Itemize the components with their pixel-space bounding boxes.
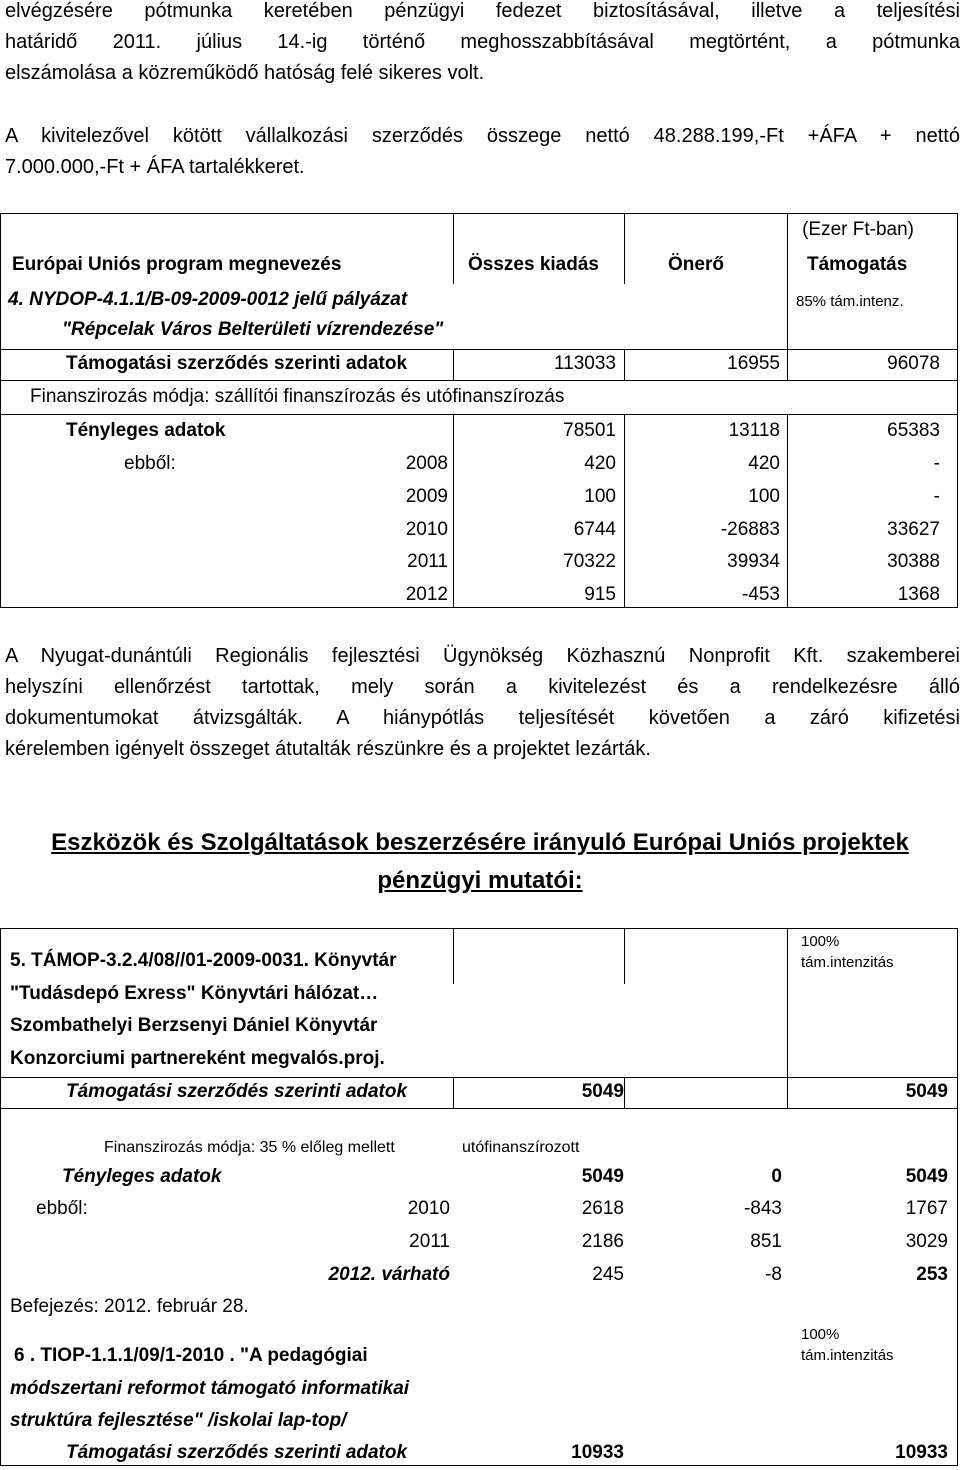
project-5-line-2: "Tudásdepó Exress" Könyvtári hálózat…: [10, 983, 379, 1004]
project-5-year-own: 851: [750, 1231, 782, 1252]
table-1-actual-support: 65383: [887, 420, 940, 441]
project-5-year-support: 1767: [905, 1198, 948, 1219]
table-1-year-total: 420: [584, 453, 616, 474]
project-5-intensity-label: tám.intenzitás: [801, 954, 894, 971]
table-1-year: 2011: [407, 551, 448, 572]
table-1-contract-support: 96078: [887, 353, 940, 374]
table-1-year: 2009: [405, 486, 448, 507]
project-5-year-total: 2618: [581, 1198, 624, 1219]
table-1-year: 2008: [405, 453, 448, 474]
table-1-unit: (Ezer Ft-ban): [802, 219, 914, 240]
project-6-contract-label: Támogatási szerződés szerinti adatok: [66, 1442, 408, 1463]
table-1-year-own: -453: [741, 584, 780, 605]
table-1-year-total: 100: [584, 486, 616, 507]
intro-line-5: 7.000.000,-Ft + ÁFA tartalékkeret.: [5, 156, 305, 178]
table-1-year-own: 39934: [727, 551, 780, 572]
table-1-year: 2012: [405, 584, 448, 605]
table-1-year-own: 100: [748, 486, 780, 507]
project-5-line-4: Konzorciumi partnereként megvalós.proj.: [10, 1048, 385, 1069]
project-5-financing: Finanszirozás módja: 35 % előleg mellett: [104, 1139, 395, 1156]
project-5-contract-label: Támogatási szerződés szerinti adatok: [66, 1081, 408, 1102]
project-5-year: 2011: [409, 1231, 450, 1252]
project-5-finish-date: Befejezés: 2012. február 28.: [10, 1296, 249, 1317]
project-5-contract-support: 5049: [905, 1081, 948, 1102]
table-1-year-own: 420: [748, 453, 780, 474]
table-1-year-support: 30388: [887, 551, 940, 572]
project-6-intensity-percent: 100%: [801, 1326, 840, 1343]
table-1-financing: Finanszirozás módja: szállítói finanszírozás és utófinanszírozás: [30, 386, 565, 407]
project-5-year-support: 253: [916, 1264, 948, 1285]
project-5-line-3: Szombathelyi Berzsenyi Dániel Könyvtár: [10, 1015, 378, 1036]
table-1-year-support: 33627: [887, 519, 940, 540]
table-1-contract-label: Támogatási szerződés szerinti adatok: [66, 353, 408, 374]
project-5-ebbol: ebből:: [36, 1198, 88, 1219]
table-1-year-support: 1368: [897, 584, 940, 605]
intro-line-4: A kivitelezővel kötött vállalkozási szerződés összege nettó 48.288.199,-Ft +ÁFA + nettó: [5, 125, 960, 147]
para-2-line-1: A Nyugat-dunántúli Regionális fejlesztési Ügynökség Közhasznú Nonprofit Kft. szakemberei: [5, 645, 960, 667]
section-heading-line-1: Eszközök és Szolgáltatások beszerzésére irányuló Európai Uniós projektek: [51, 829, 909, 856]
table-1-ebbol: ebből:: [124, 453, 176, 474]
table-1-year: 2010: [405, 519, 448, 540]
table-1-header-own: Önerő: [668, 254, 724, 275]
project-5-year: 2010: [407, 1198, 450, 1219]
project-5-actual-total: 5049: [581, 1166, 624, 1187]
project-4-title: 4. NYDOP-4.1.1/B-09-2009-0012 jelű pályázat: [8, 289, 408, 310]
table-1-year-total: 70322: [563, 551, 616, 572]
project-5-year-own: -843: [743, 1198, 782, 1219]
project-5-year-own: -8: [765, 1264, 782, 1285]
project-5-actual-support: 5049: [905, 1166, 948, 1187]
project-5-contract-total: 5049: [581, 1081, 624, 1102]
project-5-year-expected: 2012. várható: [328, 1264, 450, 1285]
table-1-year-total: 6744: [573, 519, 616, 540]
project-6-contract-support: 10933: [895, 1442, 948, 1463]
intro-line-3: elszámolása a közreműködő hatóság felé sikeres volt.: [5, 62, 485, 84]
project-5-year-total: 245: [592, 1264, 624, 1285]
table-1-header-total: Összes kiadás: [468, 254, 599, 275]
project-6-line-3: struktúra fejlesztése" /iskolai lap-top/: [10, 1410, 347, 1431]
intro-line-2: határidő 2011. július 14.-ig történő meghosszabbításával megtörtént, a pótmunka: [5, 31, 960, 53]
project-5-financing-type: utófinanszírozott: [462, 1139, 580, 1156]
para-2-line-3: dokumentumokat átvizsgálták. A hiánypótlás teljesítését követően a záró kifizetési: [5, 707, 960, 729]
project-6-contract-total: 10933: [571, 1442, 624, 1463]
table-1-actual-label: Tényleges adatok: [66, 420, 226, 441]
project-6-intensity-label: tám.intenzitás: [801, 1347, 894, 1364]
table-1-year-support: -: [933, 453, 940, 474]
project-5-year-support: 3029: [905, 1231, 948, 1252]
project-5-actual-label: Tényleges adatok: [62, 1166, 222, 1187]
project-6-title: 6 . TIOP-1.1.1/09/1-2010 . "A pedagógiai: [14, 1345, 368, 1366]
section-heading-line-2: pénzügyi mutatói:: [377, 867, 583, 894]
table-1-year-total: 915: [584, 584, 616, 605]
project-5-year-total: 2186: [581, 1231, 624, 1252]
intro-line-1: elvégzésére pótmunka keretében pénzügyi fedezet biztosításával, illetve a teljesítési: [5, 0, 960, 22]
project-5-actual-own: 0: [771, 1166, 782, 1187]
para-2-line-4: kérelemben igényelt összeget átutalták részünkre és a projektet lezárták.: [5, 738, 651, 760]
para-2-line-2: helyszíni ellenőrzést tartottak, mely során a kivitelezést és a rendelkezésre álló: [5, 676, 960, 698]
table-1-actual-total: 78501: [563, 420, 616, 441]
project-4-subtitle: "Répcelak Város Belterületi vízrendezése": [62, 319, 444, 340]
table-1-header-support: Támogatás: [807, 254, 908, 275]
table-1-year-support: -: [933, 486, 940, 507]
project-5-intensity-percent: 100%: [801, 933, 840, 950]
table-1-header-program: Európai Uniós program megnevezés: [12, 254, 342, 275]
table-1-contract-total: 113033: [554, 353, 616, 374]
table-1-actual-own: 13118: [728, 420, 780, 441]
project-6-line-2: módszertani reformot támogató informatikai: [10, 1378, 410, 1399]
table-1-contract-own: 16955: [727, 353, 780, 374]
project-5-title: 5. TÁMOP-3.2.4/08//01-2009-0031. Könyvtár: [10, 950, 397, 971]
table-1-year-own: -26883: [720, 519, 780, 540]
project-4-intensity: 85% tám.intenz.: [796, 293, 904, 310]
